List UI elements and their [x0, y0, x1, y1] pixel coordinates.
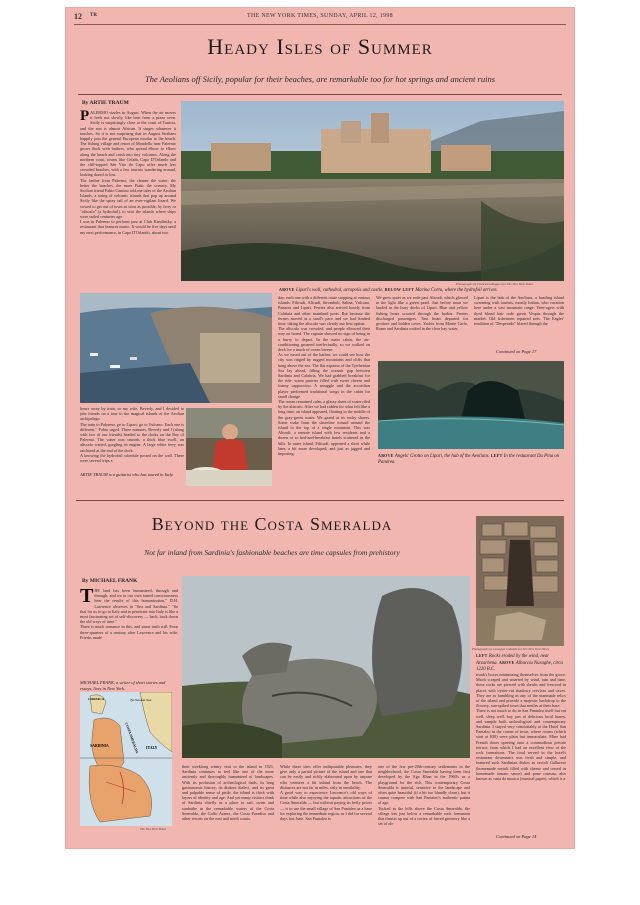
photo-angels-grotto	[378, 361, 564, 449]
story2-col3: While these sites offer indisputable pleasures, they give only a partial picture of the island and one that can be easily and richly elaborated upon by anyone who ventures a bit inland from the beach. The distances are not far in miles, only in sensibility. A good way to experience Lawrence's old ways of time while also enjoying the aquatic attractions of the Costa Smeralda — but without paying its hefty prices — is to use the small village of San Pantaleo as a base for exploring the immediate region, as I did for several days last June. San Pantaleo is	[280, 764, 372, 822]
story2-col2: their weeklong wintry visit to the island in 1921, Sardinia continues to feel like one of the more anciently and thoroughly humanized of landscapes. With its profusion of archeological finds, its long gastronomic history, its distinct dialect, and its great and palpable sense of pride, the island is thick with layers of identity and age. And yet many visitors think of Sardinia chiefly as a place to sail, swim and sunbathe in the remarkable waters of the Costa Smeralda, the Golfo Aranci, the Costa Paradiso and other resorts on the east and north coasts.	[182, 764, 274, 822]
story1-col3: We grew quiet as we rode past Alicudi, which glowed in the light like a green pearl. Just before noon we landed in the busy docks of Lipari. Blue and yellow fishing boats scooted through the harbor. Ferries discharged passengers. Taxi boats departed for grottoes and hidden coves. Yachts from Monte Carlo, Rome and Sardinia rocked in the clear bay water.	[376, 295, 468, 332]
story2-column-3	[280, 764, 372, 830]
photo-lipari-castle	[181, 101, 564, 281]
caption-text: Lipari's wall, cathedral, acropolis and castle.	[295, 288, 384, 293]
section-divider	[76, 500, 564, 501]
story1-headline: Heady Isles of Summer	[207, 34, 433, 59]
caption-tag: LEFT	[476, 653, 488, 658]
caption-text: Angels' Grotto on Lipari, the hub of the Aeolians.	[394, 454, 490, 459]
map-label-costa: COSTA SMERALDA	[124, 722, 140, 754]
story2-dek: Not far inland from Sardinia's fashionable beaches are time capsules from prehistory	[144, 548, 400, 557]
story1-photo-credit: Photographs by Francesca Ruggeri for The New York Times	[456, 282, 533, 286]
story2-column-4	[378, 764, 470, 830]
story1-continued: Continued on Page 17	[496, 349, 537, 354]
story1-col1b: The farther from Palermo, the cleaner the water; the better the beaches, the more Fiatic the scenery. My Sicilian friend Fabio Camino told me tales of the Aeolian Islands, a string of volcanic islands that pop up around Sicily like the spray tail of an ever-vigilant lizard. We vowed to get out of town as soon as possible, by ferry or "aliscafo" (a hydrofoil), to visit the islands where ships were sailed centuries ago. I was in Palermo to perform jazz at Club Kandinsky, a restaurant that features music. It would be five days until my next performance, in Capo D'Orlando, about two	[80, 177, 176, 235]
story2-col4: one of the few pre-20th-century settlements in the neighborhood, the Costa Smeralda having been first developed by the Aga Khan in the 1960's as a playground for the rich. This contemporary Costa Smeralda is tasteful, sensitive to the landscape and often quite beautiful (if a bit too blandly clean), but it cannot compete with San Pantaleo's authentic patina of age. Tucked in the hills above the Costa Smeralda, the village lies just below a remarkable rock formation that thrusts up out of a cortex of furred greenery like a set of ob-	[378, 764, 470, 827]
section-tag: TR	[90, 13, 97, 18]
folio-line	[74, 12, 566, 25]
folio-text: THE NEW YORK TIMES, SUNDAY, APRIL 12, 1998	[247, 13, 393, 19]
divider	[78, 94, 562, 95]
story1-col1c: hours away by train, so my wife, Beverly, and I decided to join friends on a tour to the magical islands of the Aeolian archipelago. The train to Palermo, go to Lipari; go to Vulcano. Each one is different," Fabio urged. Three minutes, Beverly and I (along with two of our friends) headed to the docks on the Bay of Palermo. The water was smooth, a thick blue swell; an aliscafo waited, gurgling its engine. A large white ferry was anchored at the end of the dock. A knowing the hydrofoil schedule posted on the wall. There were several trips a	[80, 406, 184, 464]
story1-column-1c	[80, 406, 184, 468]
caption-text: Albucciu Nuraghe, circa 1220 B.C.	[476, 661, 563, 672]
caption-tag: BELOW LEFT	[384, 287, 415, 292]
story1-column-1	[80, 110, 176, 292]
map-label-sea: Tyrrhenian Sea	[130, 698, 152, 702]
story1-caption-top	[279, 287, 569, 294]
story1-bio: ARTIE TRAUM is a guitarist who has toured in Italy.	[80, 472, 174, 477]
story2-photo-credit: Photographs by Giuseppe Cubeddu for The New York Times	[472, 647, 549, 651]
photo-restaurant-da-pina	[186, 408, 272, 486]
page-number: 12	[74, 12, 82, 21]
map-label-corsica: CORSICA	[88, 697, 105, 701]
story1-col4: Lipari is the hub of the Aeolians, a bustling island swarming with tourists, mostly Italian, who vacation here under a vast mountain range. Teen-agers with dyed blond hair rode green Vespas through the market. Old fishermen repaired nets. The Eagles' rendition of "Desperado" blared through the	[474, 295, 564, 327]
photo-albucciu-nuraghe	[476, 516, 564, 646]
caption-tag: ABOVE	[279, 287, 295, 292]
map-label-italy: ITALY	[146, 746, 158, 750]
dropcap: P	[80, 110, 90, 124]
caption-tag: ABOVE	[498, 660, 515, 665]
photo-rocks-arzachena	[182, 576, 470, 758]
story2-byline: By MICHAEL FRANK	[82, 578, 138, 584]
story2-caption	[476, 653, 566, 673]
map-sardinia	[80, 692, 172, 826]
story2-col5: trunk's boxes minimizing themselves from the grove. Much scraped and smarted by wind, rain and time, these rocks are pierced with shrubs and frescoed in places with oyster-cut shadowy crevices and caves. They are as humbling as any of the manmade relics of the island and provide a majestic backdrop to the flowery, sun-spiked town that nestles at their base. There is not much to do in San Pantaleo itself but eat well, sleep well, buy jars of delicious local honey, and sample both archeological and contemporary Sardinia. I stayed very comfortably at the Hotel San Pantaleo in the corner of town, where rooms (which start at $30) were plain but immaculate. Mine had French doors opening onto a commodious private terrace, from which I had an excellent view of the rock formations. The food served in the hotel's restaurant downstairs was fresh and simple, and featured such Sardinian dishes as ravioli Gallurese (homemade ravioli filled with cheese and tossed in homemade tomato sauce) and pane carasau, also known as carta da musica (musical paper), which is a	[476, 672, 566, 782]
newspaper-page	[66, 8, 574, 848]
caption-tag: LEFT	[490, 453, 503, 458]
story1-dek: The Aeolians off Sicily, popular for their beaches, are remarkable too for hot springs and ancient ruins	[144, 74, 496, 84]
caption-text: In the restaurant Da Pina on Panarea.	[378, 454, 560, 465]
story1-byline: By ARTIE TRAUM	[82, 100, 129, 106]
story1-lede: ALERMO sizzles in August. When the air moves it feels not slowly, like heat from a pizza oven. Sicily is surprisingly close to the coast of Tunisia, and the sun is almost African. It singes whatever it touches. So it is not surprising that in August Sicilians happily join the general European exodus to the beach. The fishing village and resort of Mondello near Palermo grows thick with bathers, who spread elbow to elbow along the beach and crash into tiny volcanos. Along the northern coast, towns like Cefalù, Capo D'Orlando and the cliff-topped San Vito do Capo offer much less crowded beaches, with a few tourists wandering around, looking dazed or lost.	[80, 110, 176, 178]
story2-column-1	[80, 588, 178, 680]
story1-caption-bottom	[378, 453, 564, 466]
dropcap: T	[80, 588, 94, 607]
caption-text: Rocks eroded by the wind, near Arzachena.	[476, 654, 550, 666]
story1-column-2	[278, 295, 370, 487]
story2-continued: Continued on Page 14	[496, 834, 537, 839]
caption-text: Marina Corta, where the hydrofoil arrives.	[415, 288, 498, 293]
caption-tag: ABOVE	[378, 453, 394, 458]
photo-marina-corta	[80, 293, 272, 403]
story1-column-4	[474, 295, 564, 345]
story2-lede: HE land has been humanized, through and through, and we in our own tamed consciousness hear the results of this humanization," D.H. Lawrence observes in "Sea and Sardinia." "So that for us to go to Italy and to penetrate into Italy is like a most fascinating act of self-discovery — back, back down the old ways of time." There is much romance in this, and some truth still. Even three-quarters of a century after Lawrence and his wife, Frieda, made	[80, 588, 178, 640]
story1-col2: day, each one with a different route stopping at various islands: Filicudi, Alicudi, Stromboli, Salina, Vulcano, Panarea and Lipari. Ferries also arrived hourly from Calabria and other mainland ports. But because the ferries moved at a snail's pace and we had limited time, taking the aliscafo was clearly our best option. The aliscafo was crowded, and people elbowed their way on board. The captain showed no sign of being in a hurry to depart. In the main cabin, the air-conditioning groaned ineffectually, so we walked on deck for a touch of ocean breeze. As we eased out of the harbor, we could see how the city was ringed by rugged mountains and cliffs that hang above the sea. The flat expanse of the Tyrrhenian Sea lay ahead, filling the oceanic gap between Sardinia and Calabria. We had grabbed breakfast for the ride: warm pastries filled with sweet cheese and foamy cappuccino. A smuggle and the accordion player performed traditional songs in the cabin for small change. The ocean remained calm, a glassy sheet of water riled by the aliscafo. After we had ridden for what felt like a long time, an island appeared, floating in the middle of the gray-green water. We gazed at its rocky shores. Some wake from the shoreline wound around the island to the top of a single mountain. This was Alicudi, a remote island with few residents and a dozen or so bed-and-breakfast hotels scattered in the hills. In outer island, Filicudi, appeared a short while later, a bit more developed, and just as jagged and imposing.	[278, 295, 370, 457]
story2-column-5	[476, 672, 566, 830]
map-label-sardinia: SARDINIA	[90, 744, 109, 748]
map-credit: The New York Times	[140, 827, 167, 831]
story2-bio: MICHAEL FRANK, a writer of short stories and essays, lives in New York.	[80, 680, 166, 691]
story2-headline: Beyond the Costa Smeralda	[151, 514, 393, 534]
story1-column-3	[376, 295, 468, 357]
story2-column-2	[182, 764, 274, 830]
